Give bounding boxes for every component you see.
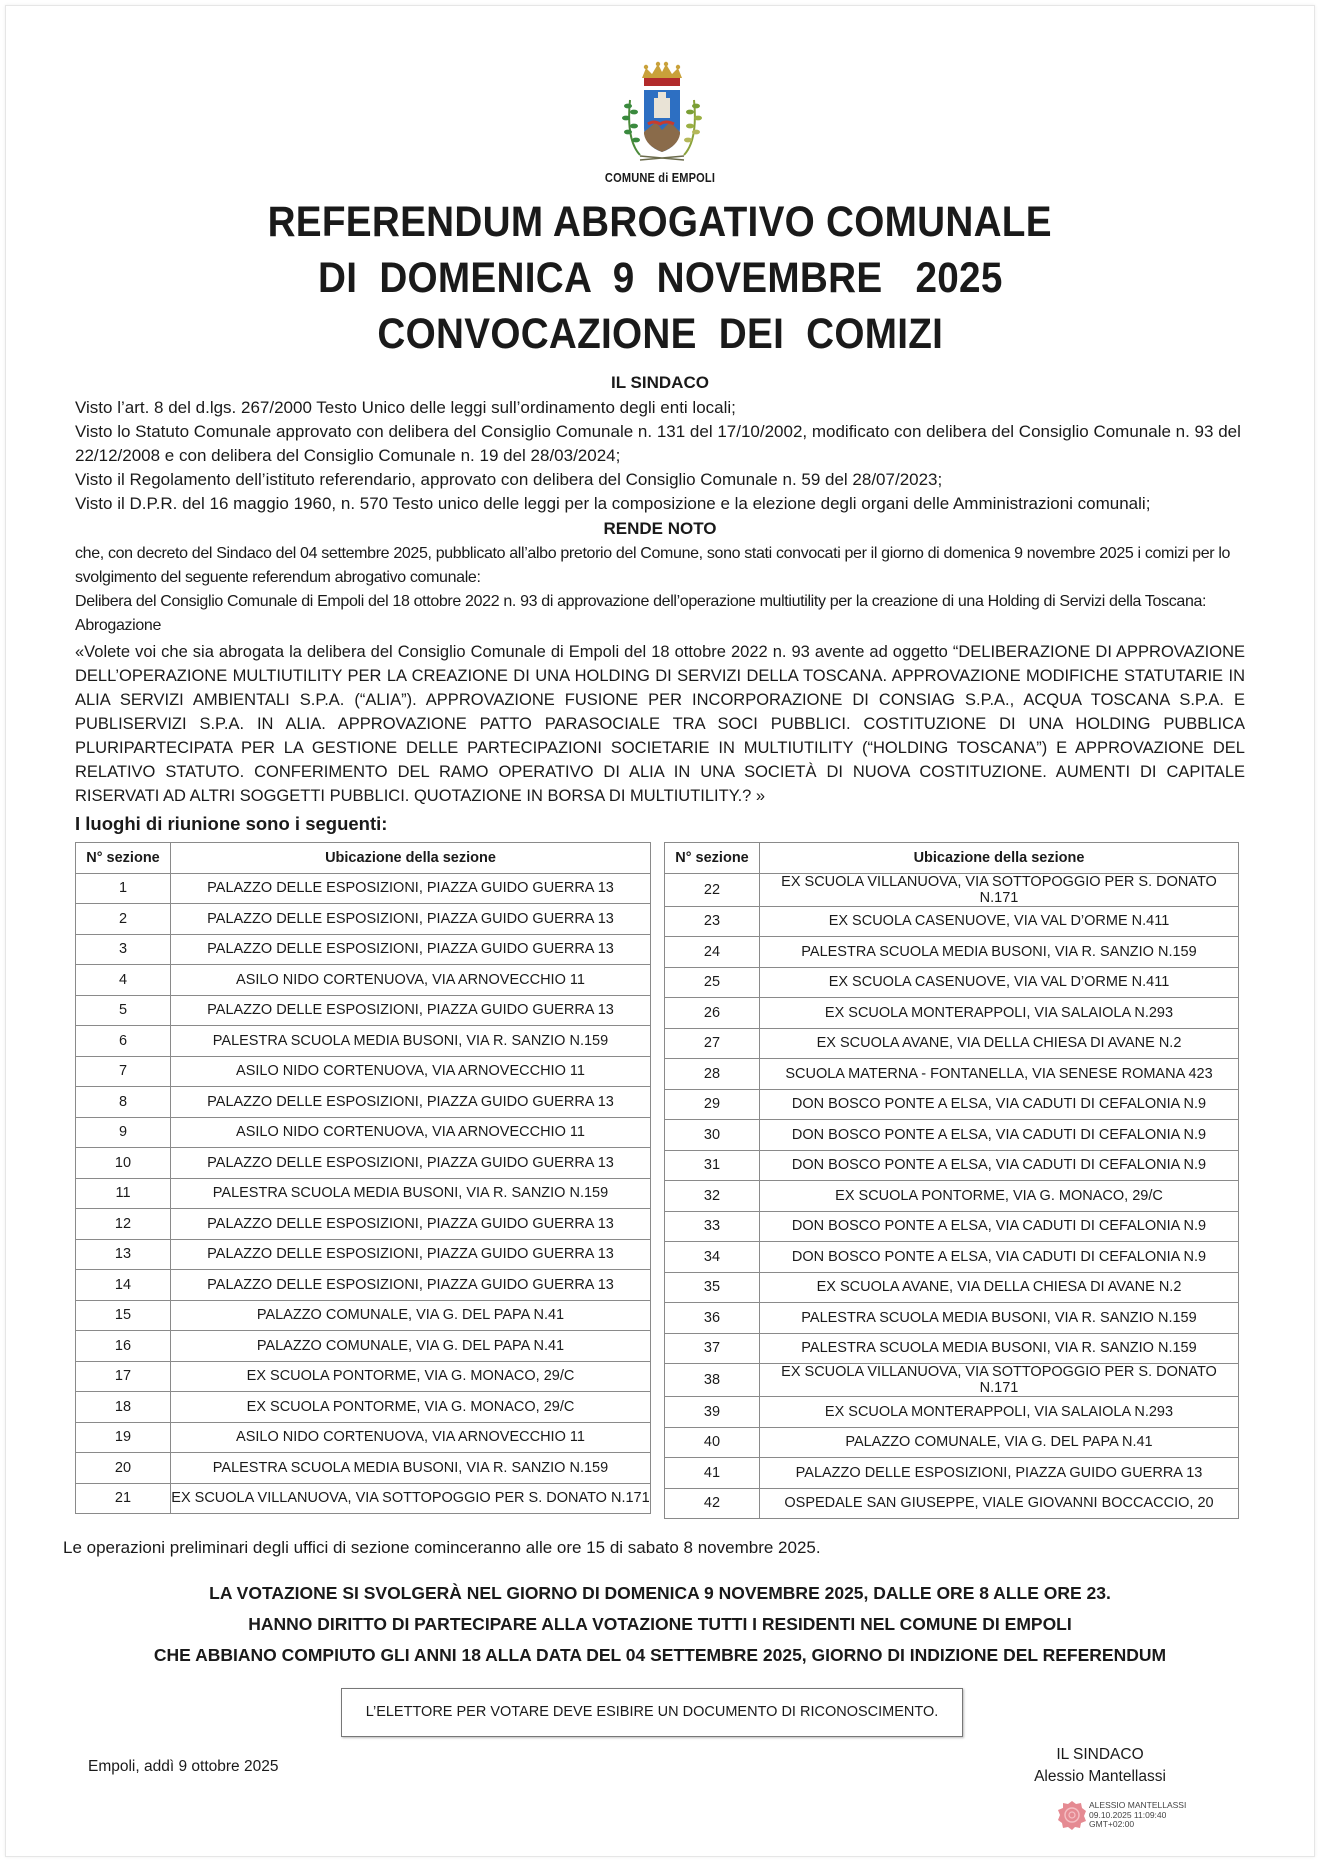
column-header-section-number: N° sezione xyxy=(76,843,171,874)
section-location-cell: PALAZZO DELLE ESPOSIZIONI, PIAZZA GUIDO GUERRA 13 xyxy=(171,995,651,1026)
table-row xyxy=(76,1239,651,1270)
section-location-cell: EX SCUOLA MONTERAPPOLI, VIA SALAIOLA N.293 xyxy=(760,998,1239,1029)
table-row xyxy=(76,1453,651,1484)
section-location-cell: EX SCUOLA VILLANUOVA, VIA SOTTOPOGGIO PER S. DONATO N.171 xyxy=(760,1364,1239,1397)
section-location-cell: DON BOSCO PONTE A ELSA, VIA CADUTI DI CEFALONIA N.9 xyxy=(760,1120,1239,1151)
section-location-cell: SCUOLA MATERNA - FONTANELLA, VIA SENESE ROMANA 423 xyxy=(760,1059,1239,1090)
section-location-cell: PALAZZO COMUNALE, VIA G. DEL PAPA N.41 xyxy=(760,1427,1239,1458)
table-row xyxy=(76,934,651,965)
table-row xyxy=(76,965,651,996)
section-number-cell: 23 xyxy=(665,906,760,937)
table-row xyxy=(76,995,651,1026)
section-location-cell: PALAZZO DELLE ESPOSIZIONI, PIAZZA GUIDO GUERRA 13 xyxy=(171,934,651,965)
section-number-cell: 39 xyxy=(665,1397,760,1428)
table-row xyxy=(665,873,1239,906)
section-number-cell: 2 xyxy=(76,904,171,935)
title-text: DI DOMENICA 9 NOVEMBRE 2025 xyxy=(317,254,1003,302)
section-number-cell: 30 xyxy=(665,1120,760,1151)
table-row xyxy=(665,1059,1239,1090)
table-row xyxy=(665,1333,1239,1364)
digital-signature-details xyxy=(1089,1801,1186,1830)
section-location-cell: EX SCUOLA CASENUOVE, VIA VAL D’ORME N.411 xyxy=(760,906,1239,937)
preamble-text xyxy=(75,396,1245,516)
table-row xyxy=(76,1331,651,1362)
preamble-line: Visto il Regolamento dell’istituto referendario, approvato con delibera del Consiglio Comunale n. 59 del 28/07/2023; xyxy=(75,470,943,489)
section-location-cell: EX SCUOLA AVANE, VIA DELLA CHIESA DI AVANE N.2 xyxy=(760,1272,1239,1303)
section-location-cell: PALESTRA SCUOLA MEDIA BUSONI, VIA R. SANZIO N.159 xyxy=(171,1026,651,1057)
section-number-cell: 22 xyxy=(665,873,760,906)
referendum-question: «Volete voi che sia abrogata la delibera del Consiglio Comunale di Empoli del 18 ottobre 2022 n. 93 avente ad oggetto “DELIBERAZIONE DI APPROVAZIONE DELL’OPERAZIONE MULTIUTILITY PER LA CREAZIONE DI UNA HOLDING DI SERVIZI DELLA TOSCANA. APPROVAZIONE MODIFICHE STATUTARIE IN ALIA SERVIZI AMBIENTALI S.P.A. (“ALIA”). APPROVAZIONE FUSIONE PER INCORPORAZIONE DI CONSIAG S.P.A., ACQUA TOSCANA S.P.A. E PUBLISERVIZI S.P.A. IN ALIA. APPROVAZIONE PATTO PARASOCIALE TRA SOCI PUBBLICI. COSTITUZIONE DI UNA HOLDING PUBBLICA PLURIPARTECIPATA PER LA GESTIONE DELLE PARTECIPAZIONI SOCIETARIE IN MULTIUTILITY (“HOLDING TOSCANA”) E APPROVAZIONE DEL RELATIVO STATUTO. CONFERIMENTO DEL RAMO OPERATIVO DI ALIA IN UNA SOCIETÀ DI NUOVA COSTITUZIONE. AUMENTI DI CAPITALE RISERVATI AD ALTRI SOGGETTI PUBBLICI. QUOTAZIONE IN BORSA DI MULTIUTILITY.? » xyxy=(75,643,1245,805)
section-location-cell: DON BOSCO PONTE A ELSA, VIA CADUTI DI CEFALONIA N.9 xyxy=(760,1150,1239,1181)
section-number-cell: 42 xyxy=(665,1488,760,1519)
section-location-cell: PALAZZO COMUNALE, VIA G. DEL PAPA N.41 xyxy=(171,1300,651,1331)
section-location-cell: PALAZZO DELLE ESPOSIZIONI, PIAZZA GUIDO GUERRA 13 xyxy=(760,1458,1239,1489)
notice-paragraph: che, con decreto del Sindaco del 04 settembre 2025, pubblicato all’albo pretorio del Comune, sono stati convocati per il giorno di domenica 9 novembre 2025 i comizi per lo svolgimento del seguente referendum abrogativo comunale: xyxy=(75,545,1231,586)
signature-block xyxy=(1000,1744,1200,1788)
table-row xyxy=(665,1488,1239,1519)
section-number-cell: 37 xyxy=(665,1333,760,1364)
table-row xyxy=(665,1120,1239,1151)
table-row xyxy=(665,1211,1239,1242)
section-number-cell: 6 xyxy=(76,1026,171,1057)
section-location-cell: ASILO NIDO CORTENUOVA, VIA ARNOVECCHIO 11 xyxy=(171,1056,651,1087)
signature-timezone: GMT+02:00 xyxy=(1089,1819,1135,1829)
preamble-line: Visto il D.P.R. del 16 maggio 1960, n. 570 Testo unico delle leggi per la composizione e la elezione degli organi delle Amministrazioni comunali; xyxy=(75,494,1151,513)
table-row xyxy=(76,1483,651,1514)
section-number-cell: 33 xyxy=(665,1211,760,1242)
table-row xyxy=(665,906,1239,937)
table-row xyxy=(665,1364,1239,1397)
section-location-cell: EX SCUOLA VILLANUOVA, VIA SOTTOPOGGIO PER S. DONATO N.171 xyxy=(760,873,1239,906)
section-number-cell: 10 xyxy=(76,1148,171,1179)
table-row xyxy=(76,1148,651,1179)
section-number-cell: 28 xyxy=(665,1059,760,1090)
section-number-cell: 27 xyxy=(665,1028,760,1059)
section-number-cell: 1 xyxy=(76,873,171,904)
table-row xyxy=(665,1242,1239,1273)
table-row xyxy=(76,1300,651,1331)
table-row xyxy=(665,967,1239,998)
section-number-cell: 12 xyxy=(76,1209,171,1240)
section-location-cell: EX SCUOLA PONTORME, VIA G. MONACO, 29/C xyxy=(760,1181,1239,1212)
table-row xyxy=(665,998,1239,1029)
section-number-cell: 32 xyxy=(665,1181,760,1212)
section-number-cell: 13 xyxy=(76,1239,171,1270)
title-text: REFERENDUM ABROGATIVO COMUNALE xyxy=(267,198,1053,246)
section-location-cell: DON BOSCO PONTE A ELSA, VIA CADUTI DI CEFALONIA N.9 xyxy=(760,1242,1239,1273)
table-row xyxy=(665,1272,1239,1303)
section-location-cell: EX SCUOLA CASENUOVE, VIA VAL D’ORME N.411 xyxy=(760,967,1239,998)
table-row xyxy=(76,1361,651,1392)
section-location-cell: PALESTRA SCUOLA MEDIA BUSONI, VIA R. SANZIO N.159 xyxy=(171,1453,651,1484)
section-location-cell: PALAZZO DELLE ESPOSIZIONI, PIAZZA GUIDO GUERRA 13 xyxy=(171,1270,651,1301)
section-number-cell: 29 xyxy=(665,1089,760,1120)
section-number-cell: 24 xyxy=(665,937,760,968)
crown-icon xyxy=(642,62,682,86)
signature-name: ALESSIO MANTELLASSI xyxy=(1089,1800,1187,1810)
section-location-cell: PALESTRA SCUOLA MEDIA BUSONI, VIA R. SANZIO N.159 xyxy=(171,1178,651,1209)
digital-signature-seal-icon xyxy=(1057,1800,1087,1830)
title-line-1 xyxy=(0,198,1320,247)
title-line-3 xyxy=(0,310,1320,359)
table-row xyxy=(665,937,1239,968)
table-row xyxy=(665,1150,1239,1181)
section-number-cell: 21 xyxy=(76,1483,171,1514)
table-row xyxy=(76,1117,651,1148)
section-location-cell: ASILO NIDO CORTENUOVA, VIA ARNOVECCHIO 11 xyxy=(171,1117,651,1148)
preliminary-operations-text: Le operazioni preliminari degli uffici di sezione cominceranno alle ore 15 di sabato 8 novembre 2025. xyxy=(63,1538,821,1557)
sections-table-right xyxy=(664,842,1239,1519)
notice-paragraph: Delibera del Consiglio Comunale di Empoli del 18 ottobre 2022 n. 93 di approvazione dell’operazione multiutility per la creazione di una Holding di Servizi della Toscana: Abrogazione xyxy=(75,593,1207,634)
section-number-cell: 31 xyxy=(665,1150,760,1181)
section-location-cell: PALAZZO DELLE ESPOSIZIONI, PIAZZA GUIDO GUERRA 13 xyxy=(171,1148,651,1179)
shield-icon xyxy=(644,90,680,152)
table-row xyxy=(665,1181,1239,1212)
title-line-2 xyxy=(0,254,1320,303)
section-location-cell: PALESTRA SCUOLA MEDIA BUSONI, VIA R. SANZIO N.159 xyxy=(760,1333,1239,1364)
section-number-cell: 36 xyxy=(665,1303,760,1334)
logo-caption: COMUNE di EMPOLI xyxy=(604,170,716,185)
table-row xyxy=(76,873,651,904)
section-location-cell: ASILO NIDO CORTENUOVA, VIA ARNOVECCHIO 11 xyxy=(171,965,651,996)
mayor-heading: IL SINDACO xyxy=(611,373,709,392)
section-location-cell: PALESTRA SCUOLA MEDIA BUSONI, VIA R. SANZIO N.159 xyxy=(760,1303,1239,1334)
places-heading: I luoghi di riunione sono i seguenti: xyxy=(75,813,388,834)
table-header-row xyxy=(665,843,1239,874)
notice-heading: RENDE NOTO xyxy=(603,519,717,538)
section-location-cell: PALAZZO COMUNALE, VIA G. DEL PAPA N.41 xyxy=(171,1331,651,1362)
coat-of-arms-logo xyxy=(612,60,712,188)
table-row xyxy=(76,1392,651,1423)
signer-name: Alessio Mantellassi xyxy=(1034,1768,1166,1785)
section-number-cell: 3 xyxy=(76,934,171,965)
section-number-cell: 26 xyxy=(665,998,760,1029)
section-location-cell: DON BOSCO PONTE A ELSA, VIA CADUTI DI CEFALONIA N.9 xyxy=(760,1211,1239,1242)
signer-role: IL SINDACO xyxy=(1056,1746,1144,1763)
section-number-cell: 16 xyxy=(76,1331,171,1362)
section-location-cell: PALAZZO DELLE ESPOSIZIONI, PIAZZA GUIDO GUERRA 13 xyxy=(171,1239,651,1270)
section-number-cell: 4 xyxy=(76,965,171,996)
section-number-cell: 8 xyxy=(76,1087,171,1118)
signature-datetime: 09.10.2025 11:09:40 xyxy=(1089,1809,1167,1820)
eligibility-line-2: CHE ABBIANO COMPIUTO GLI ANNI 18 ALLA DATA DEL 04 SETTEMBRE 2025, GIORNO DI INDIZIONE DEL REFERENDUM xyxy=(153,1645,1167,1665)
table-row xyxy=(665,1028,1239,1059)
table-row xyxy=(76,1422,651,1453)
section-location-cell: EX SCUOLA PONTORME, VIA G. MONACO, 29/C xyxy=(171,1361,651,1392)
table-row xyxy=(665,1397,1239,1428)
section-location-cell: PALESTRA SCUOLA MEDIA BUSONI, VIA R. SANZIO N.159 xyxy=(760,937,1239,968)
section-number-cell: 5 xyxy=(76,995,171,1026)
column-header-section-number: N° sezione xyxy=(665,843,760,874)
section-location-cell: EX SCUOLA PONTORME, VIA G. MONACO, 29/C xyxy=(171,1392,651,1423)
voting-date-line: LA VOTAZIONE SI SVOLGERÀ NEL GIORNO DI DOMENICA 9 NOVEMBRE 2025, DALLE ORE 8 ALLE ORE 23. xyxy=(209,1583,1111,1603)
section-number-cell: 38 xyxy=(665,1364,760,1397)
table-header-row xyxy=(76,843,651,874)
section-number-cell: 7 xyxy=(76,1056,171,1087)
notice-text xyxy=(75,542,1245,638)
preamble-line: Visto l’art. 8 del d.lgs. 267/2000 Testo Unico delle leggi sull’ordinamento degli enti locali; xyxy=(75,398,736,417)
section-number-cell: 14 xyxy=(76,1270,171,1301)
section-number-cell: 34 xyxy=(665,1242,760,1273)
section-number-cell: 17 xyxy=(76,1361,171,1392)
table-row xyxy=(76,1026,651,1057)
section-location-cell: EX SCUOLA MONTERAPPOLI, VIA SALAIOLA N.293 xyxy=(760,1397,1239,1428)
table-row xyxy=(76,1209,651,1240)
table-row xyxy=(665,1303,1239,1334)
table-row xyxy=(76,1087,651,1118)
title-text: CONVOCAZIONE DEI COMIZI xyxy=(377,310,943,358)
table-row xyxy=(76,904,651,935)
table-row xyxy=(76,1178,651,1209)
table-row xyxy=(665,1427,1239,1458)
section-number-cell: 25 xyxy=(665,967,760,998)
section-number-cell: 19 xyxy=(76,1422,171,1453)
section-location-cell: PALAZZO DELLE ESPOSIZIONI, PIAZZA GUIDO GUERRA 13 xyxy=(171,1087,651,1118)
table-row xyxy=(665,1089,1239,1120)
table-row xyxy=(76,1056,651,1087)
eligibility-line-1: HANNO DIRITTO DI PARTECIPARE ALLA VOTAZIONE TUTTI I RESIDENTI NEL COMUNE DI EMPOLI xyxy=(248,1614,1072,1634)
section-location-cell: ASILO NIDO CORTENUOVA, VIA ARNOVECCHIO 11 xyxy=(171,1422,651,1453)
section-number-cell: 35 xyxy=(665,1272,760,1303)
section-number-cell: 15 xyxy=(76,1300,171,1331)
id-document-notice-box: L’ELETTORE PER VOTARE DEVE ESIBIRE UN DOCUMENTO DI RICONOSCIMENTO. xyxy=(341,1688,963,1737)
section-location-cell: DON BOSCO PONTE A ELSA, VIA CADUTI DI CEFALONIA N.9 xyxy=(760,1089,1239,1120)
section-location-cell: PALAZZO DELLE ESPOSIZIONI, PIAZZA GUIDO GUERRA 13 xyxy=(171,1209,651,1240)
section-location-cell: EX SCUOLA AVANE, VIA DELLA CHIESA DI AVANE N.2 xyxy=(760,1028,1239,1059)
column-header-location: Ubicazione della sezione xyxy=(760,843,1239,874)
preamble-line: Visto lo Statuto Comunale approvato con delibera del Consiglio Comunale n. 131 del 17/10/2002, modificato con delibera del Consiglio Comunale n. 93 del 22/12/2008 e con delibera del Consiglio Comunale n. 19 del 28/03/2024; xyxy=(75,422,1241,465)
section-number-cell: 41 xyxy=(665,1458,760,1489)
column-header-location: Ubicazione della sezione xyxy=(171,843,651,874)
place-and-date: Empoli, addì 9 ottobre 2025 xyxy=(88,1758,279,1775)
sections-table-left xyxy=(75,842,651,1514)
section-location-cell: EX SCUOLA VILLANUOVA, VIA SOTTOPOGGIO PER S. DONATO N.171 xyxy=(171,1483,651,1514)
section-number-cell: 40 xyxy=(665,1427,760,1458)
section-number-cell: 11 xyxy=(76,1178,171,1209)
section-number-cell: 9 xyxy=(76,1117,171,1148)
section-number-cell: 20 xyxy=(76,1453,171,1484)
table-row xyxy=(76,1270,651,1301)
section-location-cell: PALAZZO DELLE ESPOSIZIONI, PIAZZA GUIDO GUERRA 13 xyxy=(171,904,651,935)
section-location-cell: PALAZZO DELLE ESPOSIZIONI, PIAZZA GUIDO GUERRA 13 xyxy=(171,873,651,904)
section-location-cell: OSPEDALE SAN GIUSEPPE, VIALE GIOVANNI BOCCACCIO, 20 xyxy=(760,1488,1239,1519)
table-row xyxy=(665,1458,1239,1489)
section-number-cell: 18 xyxy=(76,1392,171,1423)
